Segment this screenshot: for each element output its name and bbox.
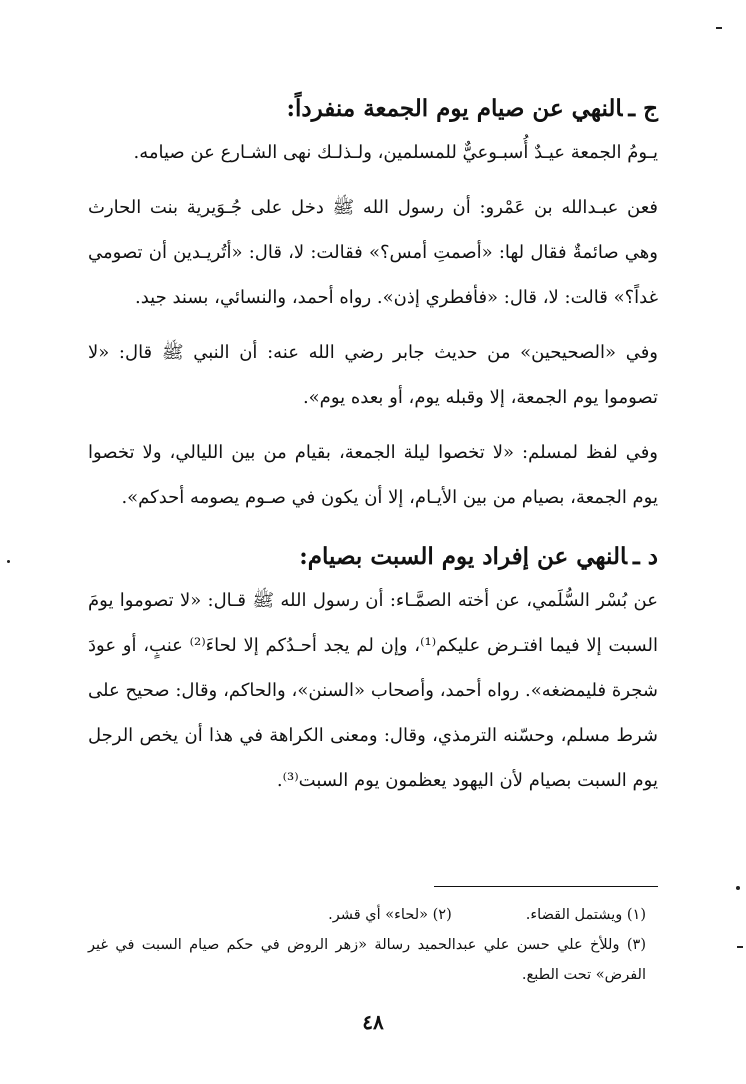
footnotes xyxy=(88,900,646,990)
section-c-letter: ج ـ xyxy=(628,95,658,122)
footnote-2: (٢) «لحاء» أي قشر. xyxy=(328,907,452,923)
main-text xyxy=(88,88,658,803)
footnote-row xyxy=(88,900,646,930)
section-c-heading xyxy=(88,88,658,130)
footnote-3: (٣) وللأخ علي حسن علي عبدالحميد رسالة «زهر الروض في حكم صيام السبت في غير الفرض» تحت الطبع. xyxy=(88,937,646,983)
section-c-paragraph-2: فعن عبـدالله بن عَمْرو: أن رسول الله ﷺ دخل على جُـوَيرية بنت الحارث وهي صائمةٌ فقال لها: «أصمتِ أمس؟» فقالت: لا، قال: «أتُريـدين أن تصومي غداً؟» قالت: لا، قال: «فأفطري إذن». رواه أحمد، والنسائي، بسند جيد. xyxy=(88,197,658,308)
scan-mark xyxy=(716,27,722,29)
scan-mark xyxy=(7,560,10,563)
footnote-1: (١) ويشتمل القضاء. xyxy=(525,907,646,923)
section-d-letter: د ـ xyxy=(633,543,658,570)
section-d-title: النهي عن إفراد يوم السبت بصيام: xyxy=(299,543,627,570)
section-c-paragraph-3: وفي «الصحيحين» من حديث جابر رضي الله عنه: أن النبي ﷺ قال: «لا تصوموا يوم الجمعة، إلا وقبله يوم، أو بعده يوم». xyxy=(88,342,658,408)
section-c-paragraph-1: يـومُ الجمعة عيـدٌ أُسبـوعيٌّ للمسلمين، ولـذلـك نهى الشـارع عن صيامه. xyxy=(133,142,658,163)
page-number: ٤٨ xyxy=(362,1010,384,1034)
section-d-heading xyxy=(88,536,658,578)
section-d-paragraph: عن بُسْر السُّلَمي، عن أخته الصمَّـاء: أن رسول الله ﷺ قـال: «لا تصوموا يومَ السبت إلا فيما افتـرض عليكم⁽¹⁾، وإن لم يجد أحـدُكم إلا لحاءَ⁽²⁾ عنبٍ، أو عودَ شجرة فليمضغه». رواه أحمد، وأصحاب «السنن»، والحاكم، وقال: صحيح على شرط مسلم، وحسّنه الترمذي، وقال: ومعنى الكراهة في هذا أن يخص الرجل يوم السبت بصيام لأن اليهود يعظمون يوم السبت⁽³⁾. xyxy=(88,590,658,791)
scan-mark xyxy=(737,946,743,948)
section-c-title: النهي عن صيام يوم الجمعة منفرداً: xyxy=(286,95,623,122)
section-c-paragraph-4: وفي لفظ لمسلم: «لا تخصوا ليلة الجمعة، بقيام من بين الليالي، ولا تخصوا يوم الجمعة، بصيام من بين الأيـام، إلا أن يكون في صـوم يصومه أحدكم». xyxy=(88,442,658,508)
footnote-divider xyxy=(434,886,658,887)
scan-mark xyxy=(736,886,740,890)
